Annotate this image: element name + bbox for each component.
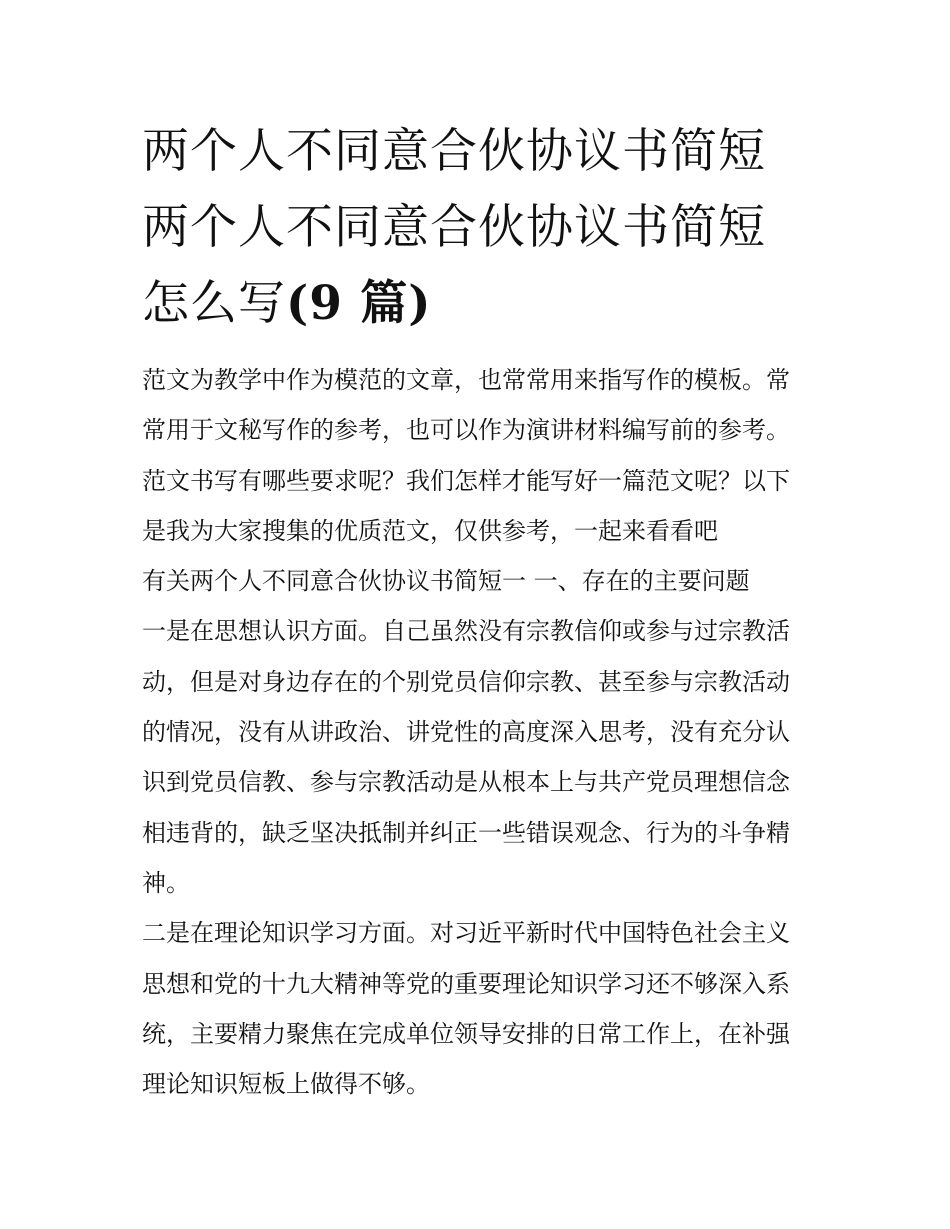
paragraph-line: 常用于文秘写作的参考，也可以作为演讲材料编写前的参考。 (142, 416, 790, 445)
title-line-3 (142, 266, 822, 342)
paragraph-line: 一是在思想认识方面。自己虽然没有宗教信仰或参与过宗教活 (142, 617, 790, 646)
paragraph-line: 理论知识短板上做得不够。 (142, 1070, 430, 1099)
paragraph-line: 思想和党的十九大精神等党的重要理论知识学习还不够深入系 (142, 969, 790, 998)
paragraph-section-heading (142, 556, 814, 606)
paragraph-line: 统，主要精力聚焦在完成单位领导安排的日常工作上，在补强 (142, 1019, 790, 1048)
document-title (142, 114, 822, 342)
paragraph-line: 是我为大家搜集的优质范文，仅供参考，一起来看看吧 (142, 516, 718, 545)
document-body (142, 355, 814, 1109)
paragraph-line: 相违背的，缺乏坚决抵制并纠正一些错误观念、行为的斗争精 (142, 818, 790, 847)
paragraph-line: 识到党员信教、参与宗教活动是从根本上与共产党员理想信念 (142, 768, 790, 797)
paragraph-line: 范文书写有哪些要求呢？我们怎样才能写好一篇范文呢？以下 (142, 466, 790, 495)
paragraph-line: 范文为教学中作为模范的文章，也常常用来指写作的模板。常 (142, 366, 790, 394)
title-line-2: 两个人不同意合伙协议书简短 (142, 200, 766, 255)
title-count: (9 篇) (286, 276, 432, 331)
paragraph-line: 有关两个人不同意合伙协议书简短一 一、存在的主要问题 (142, 567, 750, 596)
title-line-3-text: 怎么写 (142, 276, 286, 331)
paragraph-line: 神。 (142, 868, 190, 897)
paragraph-line: 二是在理论知识学习方面。对习近平新时代中国特色社会主义 (142, 919, 790, 948)
paragraph-line: 动，但是对身边存在的个别党员信仰宗教、甚至参与宗教活动 (142, 667, 790, 696)
paragraph-line: 的情况，没有从讲政治、讲党性的高度深入思考，没有充分认 (142, 718, 790, 747)
title-line-1: 两个人不同意合伙协议书简短 (142, 124, 766, 179)
paragraph-intro (142, 355, 814, 556)
paragraph-theory (142, 908, 814, 1109)
paragraph-ideology (142, 606, 814, 908)
